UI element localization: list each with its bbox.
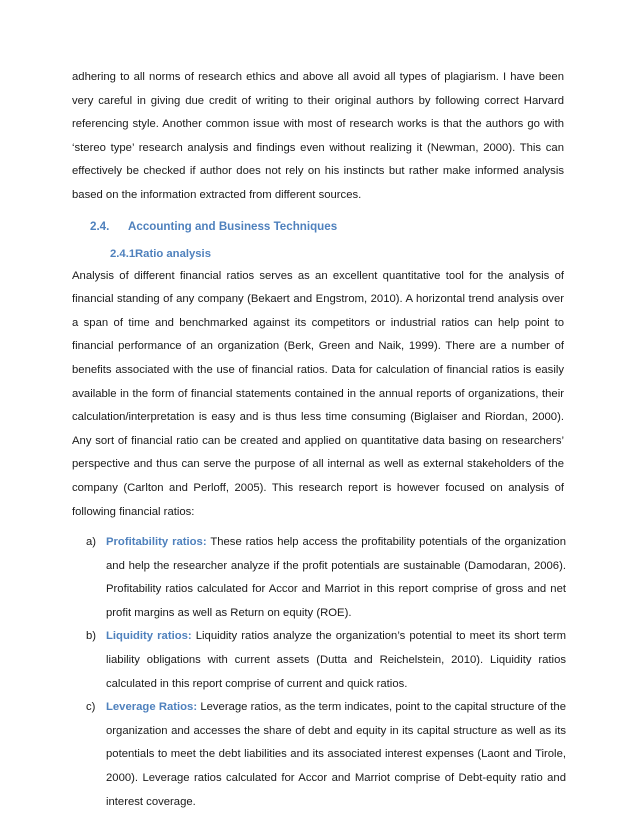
list-marker: b)	[86, 630, 97, 643]
list-term: Liquidity ratios:	[106, 630, 192, 643]
list-term: Profitability ratios:	[106, 536, 207, 549]
section-number: 2.4.	[90, 219, 110, 233]
list-text: Liquidity ratios analyze the organization’s potential to meet its short term liability obligations with current assets (Dutta and Reichelstein, 2010). Liquidity ratios calculated in this report comprise of current and quick ratios.	[106, 630, 566, 690]
list-term: Leverage Ratios:	[106, 701, 198, 714]
list-marker: a)	[86, 536, 97, 549]
section-heading	[90, 215, 564, 239]
subsection-heading	[110, 243, 564, 265]
intro-paragraph: adhering to all norms of research ethics and above all avoid all types of plagiarism. I have been very careful in giving due credit of writing to their original authors by following correct Harvard referencing style. Another common issue with most of research works is that the authors go with ‘stereo type’ research analysis and findings even without realizing it (Newman, 2000). This can effectively be checked if author does not rely on his instincts but rather make informed analysis based on the information extracted from different sources.	[72, 71, 564, 201]
document-page	[72, 66, 564, 814]
subsection-number: 2.4.1.	[110, 247, 139, 260]
subsection-title: Ratio analysis	[135, 247, 211, 260]
list-item-leverage	[72, 696, 566, 814]
ratio-analysis-paragraph: Analysis of different financial ratios serves as an excellent quantitative tool for the analysis of financial standing of any company (Bekaert and Engstrom, 2010). A horizontal trend analysis over a span of time and benchmarked against its competitors or industrial ratios can help point to financial performance of an organization (Berk, Green and Naik, 1999). There are a number of benefits associated with the use of financial ratios. Data for calculation of financial ratios is easily available in the form of financial statements contained in the annual reports of organizations, their calculation/interpretation is easy and is thus less time consuming (Biglaiser and Riordan, 2000). Any sort of financial ratio can be created and applied on quantitative data basing on researchers’ perspective and thus can serve the purpose of all internal as well as external stakeholders of the company (Carlton and Perloff, 2005). This research report is however focused on analysis of following financial ratios:	[72, 269, 564, 518]
list-text: These ratios help access the profitability potentials of the organization and help the researcher analyze if the profit potentials are sustainable (Damodaran, 2006). Profitability ratios calculated for Accor and Marriot in this report comprise of gross and net profit margins as well as Return on equity (ROE).	[106, 536, 566, 619]
ratio-types-list	[72, 531, 564, 814]
list-marker: c)	[86, 701, 96, 714]
list-text: Leverage ratios, as the term indicates, point to the capital structure of the organization and accesses the share of debt and equity in its capital structure as well as its potentials to meet the debt liabilities and its associated interest expenses (Laont and Tirole, 2000). Leverage ratios calculated for Accor and Marriot comprise of Debt-equity ratio and interest coverage.	[106, 701, 566, 808]
list-item-liquidity	[72, 625, 566, 696]
section-title: Accounting and Business Techniques	[128, 219, 338, 233]
list-item-profitability	[72, 531, 566, 625]
